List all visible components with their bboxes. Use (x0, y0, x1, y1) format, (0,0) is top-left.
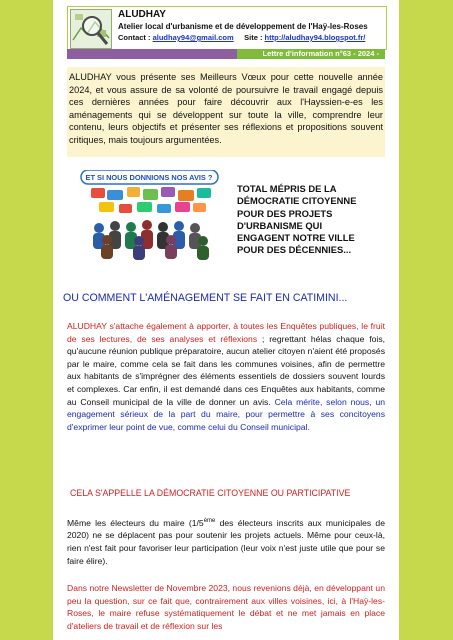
paragraph-enquetes-blue: Cela mérite, selon nous, un engagement sérieux de la part du maire, pour permettre à ses concitoyens d'exprimer leur point de vue, comme celui du Conseil municipal. (67, 396, 385, 432)
contact-line (118, 33, 365, 42)
newsletter-page (53, 0, 399, 640)
feature-headline: TOTAL MÉPRIS DE LA DÉMOCRATIE CITOYENNE POUR DES PROJETS D'URBANISME QUI ENGAGENT NOTRE VILLE POUR DES DÉCENNIES... (237, 183, 357, 256)
magnifier-logo-icon (70, 9, 112, 49)
paragraph-enquetes-red: ALUDHAY s'attache également à apporter, à toutes les Enquêtes publiques, le fruit de ses lectures, de ses analyses et réflexions (67, 321, 385, 344)
contact-email-link[interactable]: aludhay94@gmail.com (152, 33, 234, 42)
intro-box (67, 67, 385, 157)
paragraph-newsletter-novembre: Dans notre Newsletter de Novembre 2023, nous revenions déjà, en développant un peu la question, sur ce fait que, contrairement aux villes voisines, ici, à l'Haÿ-les-Roses, le maire refuse systématiquement le débat et ne met jamais en place d'ateliers de travail et de réflexion sur les (67, 583, 385, 631)
contact-label: Contact : (118, 33, 151, 42)
speech-bubbles-illustration (79, 170, 220, 262)
site-link[interactable]: http://aludhay94.blogspot.fr/ (264, 33, 366, 42)
intro-text: ALUDHAY vous présente ses Meilleurs Vœux pour cette nouvelle année 2024, et vous assure de sa volonté de poursuivre le travail engagé depuis ces dernières années pour faire découvrir aux l'Hayssien-e-es les aménagements qui se développent sur toute la ville, comprendre leur contenu, leurs objectifs et présenter ses réflexions et propositions souvent critiques, mais toujours argumentées. (69, 72, 383, 145)
org-name: ALUDHAY (118, 9, 166, 20)
paragraph-electeurs (67, 515, 385, 567)
newsletter-bar (67, 49, 385, 59)
section-title: OU COMMENT L'AMÉNAGEMENT SE FAIT EN CATIMINI... (63, 292, 348, 304)
org-subtitle: Atelier local d'urbanisme et de développement de l'Haÿ-les-Roses (118, 22, 368, 31)
illustration-bubble-text: ET SI NOUS DONNIONS NOS AVIS ? (85, 173, 213, 182)
paragraph-enquetes (67, 320, 385, 433)
paragraph-enquetes-black: ; regrettant hélas chaque fois, qu'aucune réunion publique préparatoire, aucun atelier citoyen n'aient été proposés par le maire, comme cela se fait dans les communes voisines, afin de permettre aux habitants de s'imprégner des éléments essentiels de dossiers souvent lourds et complexes. Car enfin, il est demandé dans ces Enquêtes aux habitants, comme au Conseil municipal de la ville de donner un avis. (67, 333, 386, 407)
header (67, 6, 387, 50)
paragraph-electeurs-a: Même les électeurs du maire (1/5 (67, 517, 204, 528)
superscript-eme: ème (203, 518, 216, 524)
newsletter-number: Lettre d'information n°63 - 2024 - (262, 49, 379, 58)
site-label: Site : (244, 33, 263, 42)
paragraph-electeurs-b: des électeurs inscrits aux municipales de 2020) ne se déplacent pas pour soutenir les projets actuels. Même pour ceux-là, rien n'est fait pour favoriser leur participation (leur voix n'est juste utile que pour se faire élire). (67, 517, 385, 566)
democracy-subheading: CELA S'APPELLE LA DÉMOCRATIE CITOYENNE OU PARTICIPATIVE (70, 488, 351, 498)
newsletter-bar-accent (67, 49, 237, 59)
